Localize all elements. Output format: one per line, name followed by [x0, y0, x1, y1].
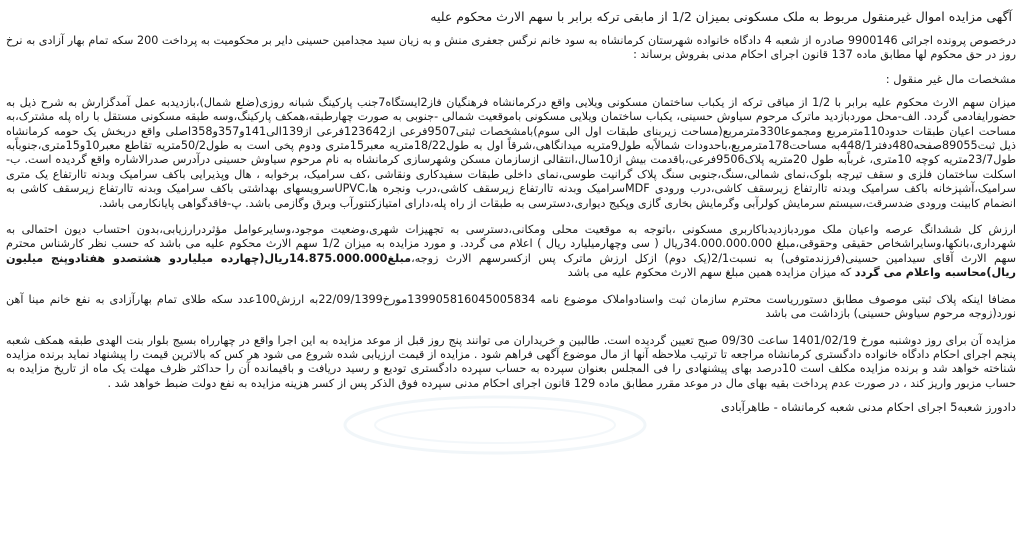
- seizure-paragraph: مضافا اینکه پلاک ثبتی موصوف مطابق دستورریاست محترم سازمان ثبت واسنادواملاک موضوع نامه 139905816045005834مورخ22/09/1399به ارزش100عدد سکه طلای تمام بهارآزادی به نفع خانم مینا آهن نورد(زوجه مرحوم سیاوش حسینی) بازداشت می باشد: [6, 292, 1016, 321]
- valuation-text-end: که میزان مزایده همین مبلغ سهم الارث محکوم علیه می باشد: [567, 266, 855, 280]
- auction-notice-document: [6, 4, 1018, 550]
- notice-title: آگهی مزایده اموال غیرمنقول مربوط به ملک مسکونی بمیزان 1/2 از مابقی ترکه برابر با سهم الارث محکوم علیه: [430, 9, 1012, 24]
- auction-terms-paragraph: مزایده آن برای روز دوشنبه مورخ 1401/02/19 ساعت 09/30 صبح تعیین گردیده است. طالبین و خریداران می توانند پنج روز قبل از موعد مزایده به این اجرا واقع در چهارراه بسیج بلوار بنت الهدی طبقه همکف شعبه پنجم اجرای احکام دادگاه خانواده دادگستری کرمانشاه مراجعه تا ترتیب ملاحظه آنها از مال موضوع آگهی فراهم شود . مزایده از قیمت ارزیابی شده شروع می شود هر کس که بالاترین قیمت را پیشنهاد نماید برنده مزایده شناخته خواهد شد و برنده مزایده مکلف است 10درصد بهای پیشنهادی را فی المجلس بعنوان سپرده به حساب سپرده دادگستری تودیع و رسید دریافت و باقیمانده آن را حداکثر ظرف مهلت یک ماه از تاریخ مزایده به حساب مزبور واریز کند ، در صورت عدم پرداخت بقیه بهای مال در موعد مقرر مطابق ماده 129 قانون اجرای احکام مدنی سپرده فوق الذکر پس از کسر هزینه مزایده به نفع دولت ضبط خواهد شد .: [6, 333, 1016, 390]
- property-description-paragraph: میزان سهم الارث محکوم علیه برابر با 1/2 از میاقی ترکه از یکباب ساختمان مسکونی ویلایی واقع درکرمانشاه فرهنگیان فاز2ایستگاه7جنب پارکینگ شبانه روزی(ضلع شمال)،بازدیدبه عمل آمدگزارش به شرح ذیل به حضورایفادمی گردد. الف-محل موردبازدید ماترک مرحوم سیاوش حسینی، یکباب ساختمان ویلایی مسکونی باموقعیت شمالی -جنوبی به صورت چهارطبقه،همکف پارکینگ،وسه طبقه مسکونی مستقل با راه پله مشترک،به مساحت اعیان طبقات حدود110مترمربع ومجموعا330مترمربع(مساحت زیربنای طبقات اول الی سوم)بامشخصات ثبتی9507فرعی از123642فرعی از139الی141و357و358اصلی واقع دربخش یک حومه کرمانشاه ذیل ثبت89055صفحه480دفتر448/1به مساحت178مترمربع،باحدودات شمالاًبه طول9متریه میدانگاهی،شرقاً اول به طول18/22متریه معبر15متری ودوم پخی است به طول50/2متریه تقاطع معبر10و15متری،جنوباًبه طول23/7متریه کوچه 10متری، غرباًبه طول 20متریه پلاک9506فرعی،باقدمت بیش از10سال،انتقالی ازسازمان مسکن وشهرسازی کرمانشاه به نام مرحوم سیاوش حسینی درآدرس صدرالاشاره واقع گردیده است. ب-اسکلت ساختمان فلزی و سقف تیرچه بلوک،نمای شمالی،سنگ،جنوبی سنگ پلاک گرانیت طوسی،نمای داخلی طبقات سفیدکاری ونقاشی ،کف سرامیک، برخوابه ، هال وپذیرایی باکف سرامیک وبدنه تاارتفاع یک متری سرامیک،آشپزخانه باکف سرامیک وبدنه تاارتفاع زیرسقف کاشی،درب ورودی MDFسرامیک وبدنه تاارتفاع زیرسقف کاشی،درب ونجره ها،UPVCسرویسهای بهداشتی باکف سرامیک وبدنه تاارتفاع زیرسقف کاشی به انضمام کابینت ورودی ضدسرقت،سیستم سرمایش کولرآبی وگرمایش بخاری گازی وپکیج دیواری،دسترسی به طبقات از راه پله،دارای امتیازکنتورآب وبرق وگازمی باشد. پ-فاقدگواهی پایانکارمی باشد.: [6, 95, 1017, 210]
- valuation-text: ارزش کل ششدانگ عرصه واعیان ملک موردبازدیدباکاربری مسکونی ،باتوجه به موقعیت محلی ومکانی،دسترسی به تجهیزات شهری،وضعیت موجود،وسایرعوامل مؤثردرارزیابی،بدون احتساب دیون احتمالی به شهرداری،بانکها،وسایراشخاص حقیقی وحقوقی،مبلغ 34.000.000.000ریال ( سی وچهارمیلیارد ریال ) اعلام می گردد. و مورد مزایده به میزان 1/2 سهم الارث محکوم علیه می باشد که حسب نظر کارشناس محترم سهم الارث آقای سیدامین حسینی(فرزندمتوفی) به نسبت2/1(یک دوم) ازکل ارزش ماترک پس ازکسرسهم الارث زوجه،: [6, 223, 1016, 265]
- valuation-amount-bold: مبلغ14.875.000.000ریال(چهارده میلیاردو هشتصدو هفتادوپنج میلیون ریال)محاسبه واعلام می گردد: [6, 251, 1016, 280]
- property-specs-heading: مشخصات مال غیر منقول :: [885, 71, 1016, 86]
- valuation-paragraph: [6, 223, 1016, 281]
- signature-line: دادورز شعبه5 اجرای احکام مدنی شعبه کرمانشاه - طاهرآبادی: [720, 400, 1016, 415]
- notice-intro-paragraph: درخصوص پرونده اجرائی 9900146 صادره از شعبه 4 دادگاه خانواده شهرستان کرمانشاه به سود خانم نرگس جعفری منش و به زیان سید مجدامین حسینی دایر بر محکومیت به پرداخت 200 سکه تمام بهار آزادی به نرخ روز در حق محکوم لها مطابق ماده 137 قانون اجرای احکام مدنی بفروش برساند :: [6, 34, 1016, 62]
